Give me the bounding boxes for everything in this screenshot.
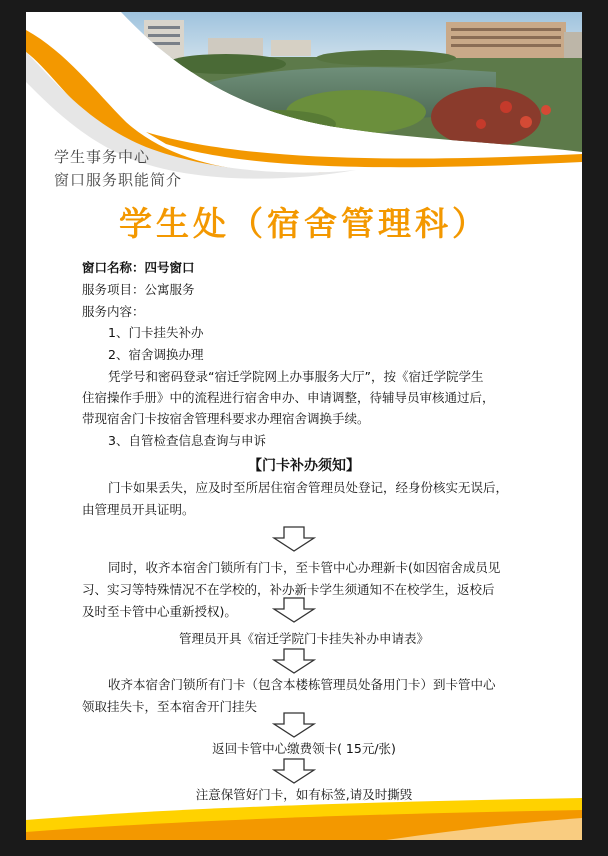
notice-step-5: 返回卡管中心缴费领卡( 15元/张) (212, 741, 396, 756)
service-item-2-desc: 凭学号和密码登录“宿迁学院网上办事服务大厅”，按《宿迁学院学生 (108, 369, 484, 384)
notice-step-4: 收齐本宿舍门锁所有门卡（包含本楼栋管理员处备用门卡）到卡管中心 (108, 677, 496, 692)
notice-step-2: 习、实习等特殊情况不在学校的，补办新卡学生须通知不在校学生，返校后 (82, 582, 495, 597)
footer-decoration (26, 780, 582, 840)
notice-step-4: 领取挂失卡，至本宿舍开门挂失 (82, 699, 258, 714)
service-item-2: 2、宿舍调换办理 (108, 347, 204, 362)
page-title: 学生处（宿舍管理科） (119, 204, 489, 243)
service-item-3: 3、自管检查信息查询与申诉 (108, 433, 266, 448)
service-item: 服务项目：公寓服务 (82, 282, 195, 297)
service-item-2-desc: 住宿操作手册》中的流程进行宿舍申办、申请调整，待辅导员审核通过后， (82, 390, 495, 405)
window-name: 窗口名称：四号窗口 (82, 260, 195, 275)
notice-step-6: 注意保管好门卡，如有标签,请及时撕毁 (195, 787, 413, 802)
service-content-label: 服务内容： (82, 304, 145, 319)
notice-title: 【门卡补办须知】 (248, 458, 360, 474)
notice-step-3: 管理员开具《宿迁学院门卡挂失补办申请表》 (178, 631, 429, 646)
notice-step-2: 同时，收齐本宿舍门锁所有门卡，至卡管中心办理新卡(如因宿舍成员见 (108, 560, 501, 575)
down-arrow-icon (272, 526, 316, 552)
notice-step-1: 由管理员开具证明。 (82, 502, 195, 517)
center-name: 学生事务中心 (54, 148, 151, 166)
notice-step-1: 门卡如果丢失，应及时至所居住宿舍管理员处登记，经身份核实无误后， (108, 480, 509, 495)
section-subtitle: 窗口服务职能简介 (54, 171, 183, 189)
notice-step-2: 及时至卡管中心重新授权)。 (82, 604, 237, 619)
down-arrow-icon (272, 648, 316, 674)
service-item-2-desc: 带现宿舍门卡按宿舍管理科要求办理宿舍调换手续。 (82, 411, 370, 426)
down-arrow-icon (272, 712, 316, 738)
poster (26, 12, 582, 840)
service-item-1: 1、门卡挂失补办 (108, 325, 204, 340)
down-arrow-icon (272, 597, 316, 623)
